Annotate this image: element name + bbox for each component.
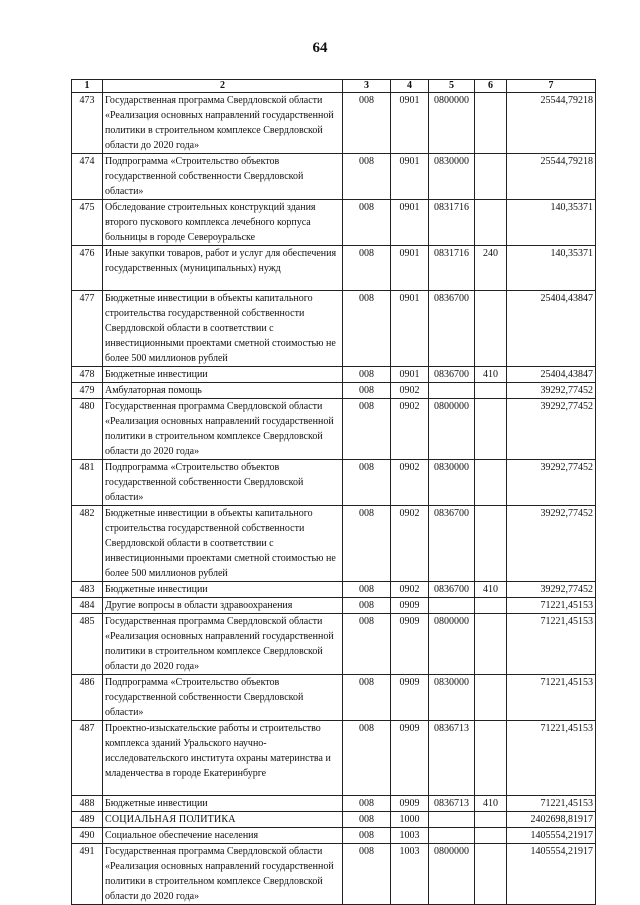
row-code-4: 0901 — [391, 200, 429, 246]
row-sum: 140,35371 — [507, 200, 596, 246]
row-code-5: 0830000 — [429, 675, 475, 721]
row-sum: 140,35371 — [507, 246, 596, 291]
row-code-4: 0901 — [391, 291, 429, 367]
row-number: 474 — [72, 154, 103, 200]
row-name: Амбулаторная помощь — [103, 383, 343, 399]
row-code-6 — [475, 383, 507, 399]
column-header: 4 — [391, 80, 429, 93]
row-code-5: 0831716 — [429, 246, 475, 291]
row-code-6 — [475, 200, 507, 246]
row-code-5 — [429, 812, 475, 828]
row-code-3: 008 — [343, 200, 391, 246]
row-code-4: 1003 — [391, 844, 429, 905]
row-number: 491 — [72, 844, 103, 905]
row-sum: 71221,45153 — [507, 598, 596, 614]
row-code-4: 0902 — [391, 582, 429, 598]
row-code-5 — [429, 383, 475, 399]
row-code-4: 0901 — [391, 367, 429, 383]
row-code-6 — [475, 598, 507, 614]
table-body — [72, 93, 596, 905]
row-number: 488 — [72, 796, 103, 812]
column-header: 3 — [343, 80, 391, 93]
row-code-6 — [475, 506, 507, 582]
table-row — [72, 796, 596, 812]
row-code-4: 0909 — [391, 598, 429, 614]
column-header: 6 — [475, 80, 507, 93]
row-code-3: 008 — [343, 598, 391, 614]
row-name: Подпрограмма «Строительство объектов государственной собственности Свердловской области» — [103, 154, 343, 200]
column-header: 7 — [507, 80, 596, 93]
row-name: Бюджетные инвестиции — [103, 367, 343, 383]
row-sum: 25404,43847 — [507, 291, 596, 367]
row-code-3: 008 — [343, 291, 391, 367]
row-code-6 — [475, 844, 507, 905]
row-sum: 2402698,81917 — [507, 812, 596, 828]
row-code-3: 008 — [343, 93, 391, 154]
table-row — [72, 844, 596, 905]
row-code-5 — [429, 598, 475, 614]
row-code-6 — [475, 399, 507, 460]
budget-table — [71, 79, 596, 905]
row-sum: 25544,79218 — [507, 154, 596, 200]
row-name: Обследование строительных конструкций здания второго пускового комплекса лечебного корпуса больницы в городе Североуральске — [103, 200, 343, 246]
column-header: 2 — [103, 80, 343, 93]
row-code-3: 008 — [343, 246, 391, 291]
table-row — [72, 291, 596, 367]
row-number: 476 — [72, 246, 103, 291]
row-code-5 — [429, 828, 475, 844]
row-name: Бюджетные инвестиции в объекты капитального строительства государственной собственности Свердловской области в соответствии с инвестиционными проектами сметной стоимостью не более 500 миллионов рублей — [103, 291, 343, 367]
column-header: 5 — [429, 80, 475, 93]
table-row — [72, 506, 596, 582]
row-code-6 — [475, 291, 507, 367]
row-code-3: 008 — [343, 675, 391, 721]
row-sum: 71221,45153 — [507, 721, 596, 796]
row-code-4: 0909 — [391, 675, 429, 721]
row-code-4: 1003 — [391, 828, 429, 844]
row-number: 490 — [72, 828, 103, 844]
row-sum: 39292,77452 — [507, 506, 596, 582]
row-code-4: 0909 — [391, 796, 429, 812]
row-code-3: 008 — [343, 154, 391, 200]
row-code-3: 008 — [343, 828, 391, 844]
row-code-4: 0901 — [391, 154, 429, 200]
row-code-6 — [475, 93, 507, 154]
row-code-6 — [475, 812, 507, 828]
row-code-4: 0901 — [391, 93, 429, 154]
row-sum: 39292,77452 — [507, 383, 596, 399]
row-name: Иные закупки товаров, работ и услуг для обеспечения государственных (муниципальных) нужд — [103, 246, 343, 291]
row-number: 480 — [72, 399, 103, 460]
table-row — [72, 721, 596, 796]
row-code-6 — [475, 721, 507, 796]
row-name: Государственная программа Свердловской области «Реализация основных направлений государственной политики в строительном комплексе Свердловской области до 2020 года» — [103, 614, 343, 675]
table-row — [72, 460, 596, 506]
row-number: 486 — [72, 675, 103, 721]
table-row — [72, 598, 596, 614]
column-header: 1 — [72, 80, 103, 93]
row-number: 482 — [72, 506, 103, 582]
row-name: Другие вопросы в области здравоохранения — [103, 598, 343, 614]
table-row — [72, 93, 596, 154]
row-code-5: 0800000 — [429, 844, 475, 905]
row-code-6 — [475, 614, 507, 675]
row-sum: 39292,77452 — [507, 399, 596, 460]
row-sum: 1405554,21917 — [507, 844, 596, 905]
row-code-3: 008 — [343, 506, 391, 582]
row-sum: 1405554,21917 — [507, 828, 596, 844]
row-code-5: 0830000 — [429, 460, 475, 506]
row-code-4: 1000 — [391, 812, 429, 828]
row-code-4: 0902 — [391, 399, 429, 460]
row-name: Подпрограмма «Строительство объектов государственной собственности Свердловской области» — [103, 460, 343, 506]
row-code-6 — [475, 675, 507, 721]
table-row — [72, 828, 596, 844]
row-code-5: 0800000 — [429, 614, 475, 675]
row-code-6: 410 — [475, 796, 507, 812]
row-code-3: 008 — [343, 383, 391, 399]
row-code-5: 0836700 — [429, 367, 475, 383]
row-name: Бюджетные инвестиции в объекты капитального строительства государственной собственности Свердловской области в соответствии с инвестиционными проектами сметной стоимостью не более 500 миллионов рублей — [103, 506, 343, 582]
row-name: Государственная программа Свердловской области «Реализация основных направлений государственной политики в строительном комплексе Свердловской области до 2020 года» — [103, 93, 343, 154]
row-code-3: 008 — [343, 796, 391, 812]
row-name: Социальное обеспечение населения — [103, 828, 343, 844]
row-sum: 39292,77452 — [507, 460, 596, 506]
row-sum: 39292,77452 — [507, 582, 596, 598]
row-code-4: 0902 — [391, 383, 429, 399]
row-code-6 — [475, 154, 507, 200]
row-number: 479 — [72, 383, 103, 399]
row-code-3: 008 — [343, 721, 391, 796]
row-sum: 71221,45153 — [507, 614, 596, 675]
row-code-3: 008 — [343, 399, 391, 460]
row-number: 489 — [72, 812, 103, 828]
table-row — [72, 614, 596, 675]
row-code-5: 0836700 — [429, 506, 475, 582]
table-row — [72, 200, 596, 246]
row-sum: 25404,43847 — [507, 367, 596, 383]
row-number: 487 — [72, 721, 103, 796]
row-code-4: 0901 — [391, 246, 429, 291]
table-row — [72, 367, 596, 383]
row-code-4: 0902 — [391, 506, 429, 582]
table-row — [72, 582, 596, 598]
row-name: Бюджетные инвестиции — [103, 796, 343, 812]
row-code-4: 0902 — [391, 460, 429, 506]
row-code-3: 008 — [343, 614, 391, 675]
row-code-3: 008 — [343, 367, 391, 383]
row-number: 484 — [72, 598, 103, 614]
page-number: 64 — [312, 40, 328, 56]
row-code-3: 008 — [343, 812, 391, 828]
table-row — [72, 246, 596, 291]
row-code-5: 0836713 — [429, 796, 475, 812]
row-code-5: 0831716 — [429, 200, 475, 246]
row-number: 478 — [72, 367, 103, 383]
row-code-6: 410 — [475, 582, 507, 598]
row-name: Государственная программа Свердловской области «Реализация основных направлений государственной политики в строительном комплексе Свердловской области до 2020 года» — [103, 399, 343, 460]
row-code-4: 0909 — [391, 614, 429, 675]
row-number: 481 — [72, 460, 103, 506]
row-code-3: 008 — [343, 582, 391, 598]
row-code-6: 410 — [475, 367, 507, 383]
table-row — [72, 812, 596, 828]
row-code-6 — [475, 828, 507, 844]
row-name: СОЦИАЛЬНАЯ ПОЛИТИКА — [103, 812, 343, 828]
row-code-4: 0909 — [391, 721, 429, 796]
row-code-5: 0836700 — [429, 582, 475, 598]
row-number: 473 — [72, 93, 103, 154]
row-number: 483 — [72, 582, 103, 598]
row-sum: 25544,79218 — [507, 93, 596, 154]
table-row — [72, 675, 596, 721]
row-code-5: 0800000 — [429, 399, 475, 460]
row-name: Бюджетные инвестиции — [103, 582, 343, 598]
row-code-5: 0836713 — [429, 721, 475, 796]
row-code-3: 008 — [343, 460, 391, 506]
row-code-5: 0830000 — [429, 154, 475, 200]
table-row — [72, 154, 596, 200]
row-sum: 71221,45153 — [507, 675, 596, 721]
row-code-5: 0836700 — [429, 291, 475, 367]
table-header-row — [72, 80, 596, 93]
table-row — [72, 399, 596, 460]
row-name: Проектно-изыскательские работы и строительство комплекса зданий Уральского научно-исследовательского института охраны материнства и младенчества в городе Екатеринбурге — [103, 721, 343, 796]
row-code-6: 240 — [475, 246, 507, 291]
row-number: 477 — [72, 291, 103, 367]
row-name: Государственная программа Свердловской области «Реализация основных направлений государственной политики в строительном комплексе Свердловской области до 2020 года» — [103, 844, 343, 905]
row-number: 475 — [72, 200, 103, 246]
row-code-6 — [475, 460, 507, 506]
row-name: Подпрограмма «Строительство объектов государственной собственности Свердловской области» — [103, 675, 343, 721]
row-code-5: 0800000 — [429, 93, 475, 154]
row-sum: 71221,45153 — [507, 796, 596, 812]
table-row — [72, 383, 596, 399]
row-code-3: 008 — [343, 844, 391, 905]
row-number: 485 — [72, 614, 103, 675]
